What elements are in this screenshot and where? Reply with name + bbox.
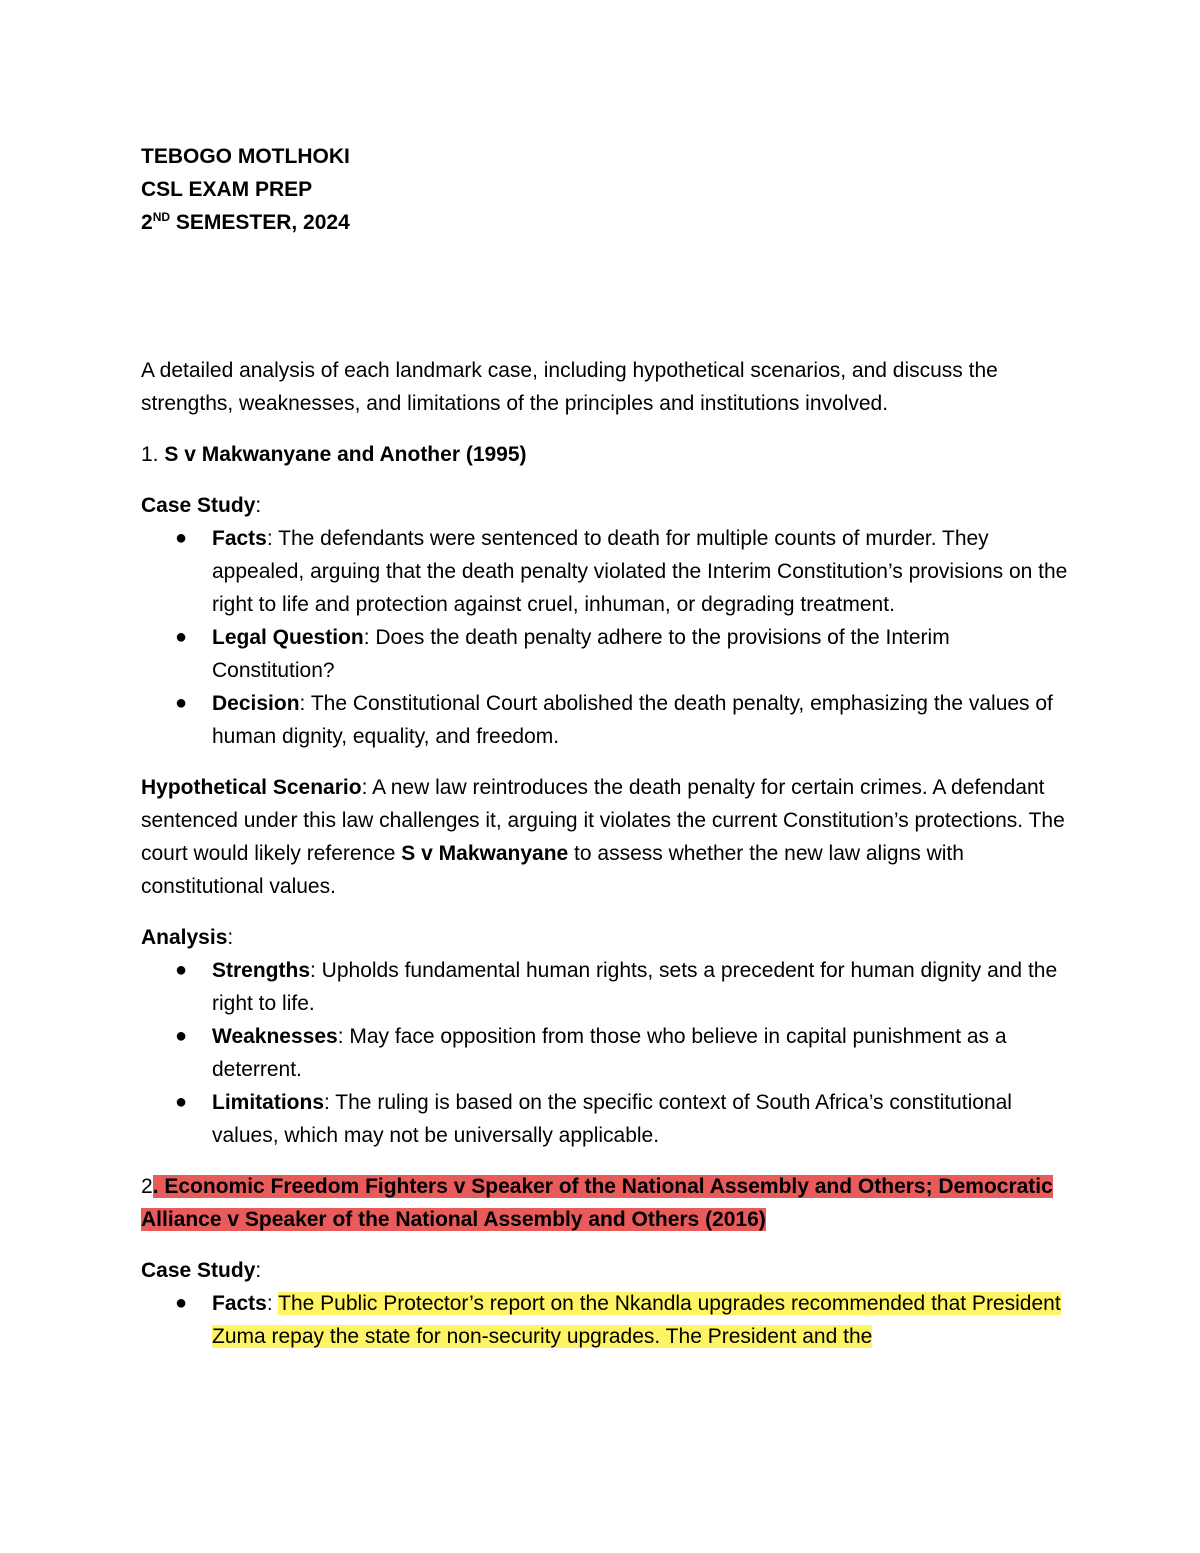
document-body <box>141 140 1071 1353</box>
course-title: CSL EXAM PREP <box>141 178 313 201</box>
bullet-label: Facts <box>212 1292 267 1315</box>
bullet-icon: ● <box>175 1025 188 1047</box>
bullet-text: : Does the death penalty adhere to the provisions of the Interim Constitution? <box>212 626 950 682</box>
intro-paragraph: A detailed analysis of each landmark case, including hypothetical scenarios, and discuss the strengths, weaknesses, and limitations of the principles and institutions involved. <box>141 359 998 415</box>
author-name: TEBOGO MOTLHOKI <box>141 145 350 168</box>
bullet-text: : Upholds fundamental human rights, sets a precedent for human dignity and the right to life. <box>212 959 1058 1015</box>
list-item: ● Facts: The Public Protector’s report on the Nkandla upgrades recommended that President Zuma repay the state for non-security upgrades. The President and the <box>141 1287 1071 1353</box>
case2-facts-list <box>141 1287 1071 1353</box>
semester-number: 2 <box>141 211 153 234</box>
bullet-icon: ● <box>175 1091 188 1113</box>
case2-number: 2 <box>141 1175 153 1198</box>
bullet-icon: ● <box>175 692 188 714</box>
case2-case-study-label: Case Study <box>141 1259 256 1282</box>
list-item <box>141 1020 1071 1086</box>
document-header <box>141 140 1071 239</box>
list-item <box>141 954 1071 1020</box>
bullet-label: Facts <box>212 527 267 550</box>
bullet-label: Limitations <box>212 1091 325 1114</box>
case1-analysis-list <box>141 954 1071 1152</box>
analysis-label: Analysis <box>141 926 228 949</box>
case1-number: 1. <box>141 443 165 466</box>
bullet-text: : May face opposition from those who believe in capital punishment as a deterrent. <box>212 1025 1007 1081</box>
bullet-icon: ● <box>175 959 188 981</box>
list-item <box>141 621 1071 687</box>
bullet-icon: ● <box>175 1292 188 1314</box>
case2-heading <box>141 1170 1071 1236</box>
case2-title: . Economic Freedom Fighters v Speaker of the National Assembly and Others; Democratic Alliance v Speaker of the National Assembly and Others (2016) <box>141 1175 1053 1231</box>
semester-line <box>141 206 1071 239</box>
case1-analysis-heading: Analysis: <box>141 926 234 949</box>
case2-case-study-heading: Case Study: <box>141 1259 262 1282</box>
list-item <box>141 522 1071 621</box>
case1-title: S v Makwanyane and Another (1995) <box>164 443 527 466</box>
case1-heading <box>141 438 1071 471</box>
list-item <box>141 687 1071 753</box>
case1-case-study-label: Case Study <box>141 494 256 517</box>
hypothetical-label: Hypothetical Scenario <box>141 776 362 799</box>
bullet-label: Decision <box>212 692 300 715</box>
case1-hypothetical-paragraph: Hypothetical Scenario: A new law reintroduces the death penalty for certain crimes. A defendant sentenced under this law challenges it, arguing it violates the current Constitution’s protections. The court would likely reference S v Makwanyane to assess whether the new law aligns with constitutional values. <box>141 776 1065 898</box>
bullet-label: Legal Question <box>212 626 364 649</box>
bullet-icon: ● <box>175 626 188 648</box>
bullet-label: Strengths <box>212 959 311 982</box>
semester-year: SEMESTER, 2024 <box>170 211 350 234</box>
highlighted-facts-text: The Public Protector’s report on the Nkandla upgrades recommended that President Zuma repay the state for non-security upgrades. The President and the <box>212 1292 1061 1348</box>
list-item <box>141 1086 1071 1152</box>
bullet-text: : The Constitutional Court abolished the death penalty, emphasizing the values of human dignity, equality, and freedom. <box>212 692 1053 748</box>
bullet-label: Weaknesses <box>212 1025 338 1048</box>
case1-case-study-heading: Case Study: <box>141 494 262 517</box>
semester-ordinal: ND <box>152 210 171 224</box>
case-reference: S v Makwanyane <box>401 842 569 865</box>
bullet-text: : The ruling is based on the specific context of South Africa’s constitutional values, which may not be universally applicable. <box>212 1091 1012 1147</box>
case1-facts-list <box>141 522 1071 753</box>
bullet-text: : The defendants were sentenced to death for multiple counts of murder. They appealed, arguing that the death penalty violated the Interim Constitution’s provisions on the right to life and protection against cruel, inhuman, or degrading treatment. <box>212 527 1068 616</box>
bullet-icon: ● <box>175 527 188 549</box>
